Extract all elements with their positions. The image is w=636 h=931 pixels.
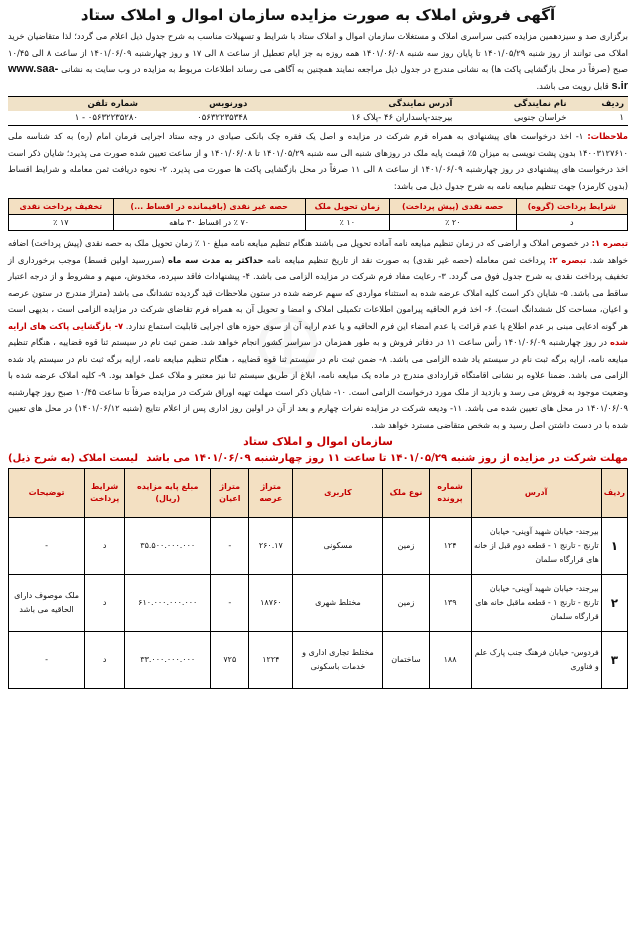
prop-payment-terms: د [85,632,125,689]
prop-land-area: ۲۶۰.۱۷ [249,518,293,575]
prop-type: ساختمان [383,632,429,689]
pay-header-delivery: زمان تحویل ملک [305,199,389,215]
prop-address: بیرجند- خیابان شهید آوینی- خیابان تارنج - تارنج ۱ - قطعه دوم قبل از خانه های قرارگاه سلمان [471,518,601,575]
prop-header-type: نوع ملک [383,469,429,518]
notes-paragraph [8,128,628,194]
pay-discount: ۱۷ ٪ [9,215,114,231]
prop-address: بیرجند- خیابان شهید آوینی- خیابان تارنج - تارنج ۱ - قطعه ماقبل خانه های قرارگاه سلمان [471,575,601,632]
rep-header-phone: شماره تلفن [8,97,142,112]
pay-installments: ۷۰ ٪ در اقساط ۳۰ ماهه [113,215,305,231]
representative-table [8,96,628,126]
remarks-paragraph [8,235,628,433]
rep-header-fax: دورنویس [142,97,251,112]
rep-fax: ۰۵۶۳۲۲۳۵۳۴۸ [197,113,248,123]
prop-building-area: ۷۲۵ [211,632,249,689]
prop-base-price: ۶۱۰.۰۰۰.۰۰۰.۰۰۰ [125,575,211,632]
prop-header-base-price: مبلغ پایه مزایده (ریال) [125,469,211,518]
remark1-label: تبصره ۱: [591,238,628,248]
payment-terms-table [8,198,628,231]
prop-usage: مسکونی [293,518,383,575]
prop-usage: مختلط تجاری اداری و خدمات باسکونی [293,632,383,689]
prop-row-no: ۳ [601,632,627,689]
deadline-bar [8,453,628,464]
prop-row-no: ۱ [601,518,627,575]
prop-building-area: - [211,518,249,575]
remark3-text: (سررسید اولین قسط) موجب برخورداری از تخفیف پرداخت نقدی به شرح جدول فوق می گردد. ۳- رعایت مفاد فرم شرکت در مزایده الزامی می باشد. ۴- پیشنهادات فاقد سپرده، مخدوش، مبهم و مشروط و از درجه اعتبار ساقط می باشد. ۵- شایان ذکر است کلیه املاک عرضه شده به استثناء مواردی که سهم عرضه شده در ستون ملاحظات قید گردیده تشدانگ می باشد (متراژ مندرج در ستون عرصه و اعیان، مساحت کل ششدانگ است). ۶- اخذ فرم الحاقیه پیرامون اطلاعات تکمیلی املاک و امضا و تحویل آن به همراه فرم تقاضای شرکت در مزایده الزامی است ، بدیهی است هر گونه ادعایی مبنی بر عدم اطلاع یا عدم قرائت یا عدم امضاء این فرم الحاقیه و یا عدم ارایه آن از سوی حوزه های اجرایی قابلیت استماع ندارد. [8,254,628,331]
prop-payment-terms: د [85,575,125,632]
rep-phone: ۰۵۶۳۲۲۳۵۲۸۰ - ۱ [74,113,138,123]
pay-header-group: شرایط پرداخت (گروه) [516,199,627,215]
prop-header-land-area: متراژ عرصه [249,469,293,518]
prop-file-no: ۱۲۴ [429,518,471,575]
prop-header-address: آدرس [471,469,601,518]
table-row [8,111,628,126]
prop-type: زمین [383,518,429,575]
prop-notes: ملک موصوف دارای الحاقیه می باشد [9,575,85,632]
pay-cash: ۲۰ ٪ [389,215,516,231]
prop-header-building-area: متراژ اعیان [211,469,249,518]
organization-signature: سازمان اموال و املاک ستاد [243,435,393,448]
prop-header-row-no: ردیف [601,469,627,518]
rep-address: بیرجند-پاسداران ۴۶ -پلاک ۱۶ [351,113,453,123]
prop-notes: - [9,518,85,575]
prop-header-file-no: شماره پرونده [429,469,471,518]
rep-name: خراسان جنوبی [513,113,567,123]
remark2-bold: حداکثر به مدت سه ماه [168,254,264,265]
prop-type: زمین [383,575,429,632]
prop-header-payment-terms: شرایط پرداخت [85,469,125,518]
prop-file-no: ۱۳۹ [429,575,471,632]
prop-header-notes: توضیحات [9,469,85,518]
rep-header-row-no: ردیف [571,97,628,112]
prop-land-area: ۱۸۷۶۰ [249,575,293,632]
rep-header-address: آدرس نمایندگی [251,97,456,112]
prop-payment-terms: د [85,518,125,575]
prop-file-no: ۱۸۸ [429,632,471,689]
pay-header-discount: تخفیف پرداخت نقدی [9,199,114,215]
prop-row-no: ۲ [601,575,627,632]
pay-group: د [516,215,627,231]
remark2-text: پرداخت ثمن معامله (حصه غیر نقدی) به صورت نقد از تاریخ تنظیم مبایعه نامه [266,254,546,265]
notes-text: ۱- اخذ درخواست های پیشنهادی به همراه فرم شرکت در مزایده و اصل یک فقره چک بانکی صیادی در وجه ستاد اجرایی فرمان امام (ره) به کد شناسه ملی ۱۴۰۰۳۱۲۷۶۱۰ بدون پشت نویسی به میزان ۵٪ قیمت پایه ملک در روزهای شنبه الی سه شنبه ۱۴۰۱/۰۵/۲۹ تا ۱۴۰۱/۰۶/۰۸ و از ساعت تعیین شده صورت می پذیرد؛ شایان ذکر است اخذ درخواست های پیشنهادی در روز چهارشنبه ۱۴۰۱/۰۶/۰۹ از ساعت ۸ الی ۱۱ صرفاً در محل بازگشایی پاکت ها صورت می پذیرد. ۲- نحوه دریافت ثمن معامله و شرایط اقساط (بدون کارمزد) جهت تنظیم مبایعه نامه به شرح جدول ذیل می باشد: [8,131,628,191]
pay-header-cash: حصه نقدی (پیش پرداخت) [389,199,516,215]
prop-usage: مختلط شهری [293,575,383,632]
remark1-text: در خصوص املاک و اراضی که در زمان تنظیم مبایعه نامه آماده تحویل می باشند هنگام تنظیم مبایعه نامه مبلغ ۱۰ ٪ زمان تحویل ملک به حصه نقدی (پیش پرداخت) اضافه خواهد شد. [8,238,628,265]
property-list-label: لیست املاک (به شرح ذیل) [8,453,139,464]
prop-base-price: ۳۳.۰۰۰.۰۰۰.۰۰۰ [125,632,211,689]
ad-title: آگهی فروش املاک به صورت مزایده سازمان اموال و املاک ستاد [80,6,556,24]
pay-delivery: ۱۰ ٪ [305,215,389,231]
table-row [9,518,628,575]
remark2-label: تبصره ۲: [549,254,587,265]
pay-header-installments: حصه غیر نقدی (باقیمانده در اقساط ...) [113,199,305,215]
intro-text: برگزاری صد و سیزدهمین مزایده کتبی سراسری املاک و مستغلات سازمان اموال و املاک ستاد با شرایط و تسهیلات مناسب به شرح جدول ذیل اعلام می گردد؛ لذا متقاضیان خرید املاک می توانند از روز شنبه ۱۴۰۱/۰۵/۲۹ تا پایان روز سه شنبه ۱۴۰۱/۰۶/۰۸ همه روزه به جز ایام تعطیل از ساعت ۸ الی ۱۷ و روز چهارشنبه ۱۴۰۱/۰۶/۰۹ از ساعت ۸ الی ۱۰/۴۵ صبح (صرفاً در محل بازگشایی پاکت ها) به نشانی مندرج در جدول ذیل مراجعه نمایند همچنین به آگاهی می رساند اطلاعات مربوط به مزایده در وب سایت به نشانی [8,31,629,74]
rep-row-no: ۱ [619,113,624,123]
prop-building-area: - [211,575,249,632]
prop-land-area: ۱۲۲۴ [249,632,293,689]
prop-base-price: ۳۵.۵۰۰.۰۰۰.۰۰۰ [125,518,211,575]
prop-notes: - [9,632,85,689]
rep-header-name: نام نمایندگی [456,97,570,112]
remark4-text: در روز چهارشنبه ۱۴۰۱/۰۶/۰۹ رأس ساعت ۱۱ در دفاتر فروش و به طور همزمان در سراسر کشور انجام خواهد شد. ضمن ثبت نام در سیستم ثنا قوه قضاییه ، هنگام تنظیم مبایعه نامه، ارایه برگه ثبت نام در سیستم یاد شده الزامی می باشد. ۸- ضمن ثبت نام در سیستم ثنا قوه قضاییه ، هنگام تنظیم مبایعه نامه، ارایه برگه ثبت نام در سیستم یاد شده الزامی می باشد. ضمنا علاوه بر نشانی اقامتگاه قراردادی مندرج در ماده یک مبایعه نامه، ابلاغ از طریق سیستم ثنا نیز معتبر و ملاک عمل خواهد بود. ۹- کلیه املاک عرضه شده با وضعیت موجود به فروش می رسد و بازدید از ملک مورد درخواست الزامی است. ۱۰- شایان ذکر است مهلت تهیه اوراق شرکت در مزایده صرفاً تا ساعت ۱۰/۴۵ صبح روز چهارشنبه ۱۴۰۱/۰۶/۰۹ در محل های تعیین شده می باشد. ۱۱- ودیعه شرکت در مزایده نفرات چهارم و بعد از آن در اولین روز اداری پس از اعلام نتایج (شنبه ۱۴۰۱/۰۶/۱۲) در محل های تعیین شده با در دست داشتن اصل رسید و به شخص متقاضی مسترد خواهد شد. [8,337,629,430]
property-table [8,468,628,689]
table-row [9,215,628,231]
intro-paragraph [8,28,628,94]
remark7-red: ۷- بازگشایی پاکت های ارایه شده [8,320,628,347]
notes-label: ملاحظات: [587,131,628,141]
website-link[interactable]: www.saa-s.ir [8,63,628,92]
table-row [9,575,628,632]
prop-header-usage: کاربری [293,469,383,518]
intro-end: قابل رویت می باشد. [536,80,609,91]
prop-address: فردوس- خیابان فرهنگ جنب پارک علم و فناوری [471,632,601,689]
table-row [9,632,628,689]
deadline-text: مهلت شرکت در مزایده از روز شنبه ۱۴۰۱/۰۵/۲۹ تا ساعت ۱۱ روز چهارشنبه ۱۴۰۱/۰۶/۰۹ می باشد [146,453,628,464]
